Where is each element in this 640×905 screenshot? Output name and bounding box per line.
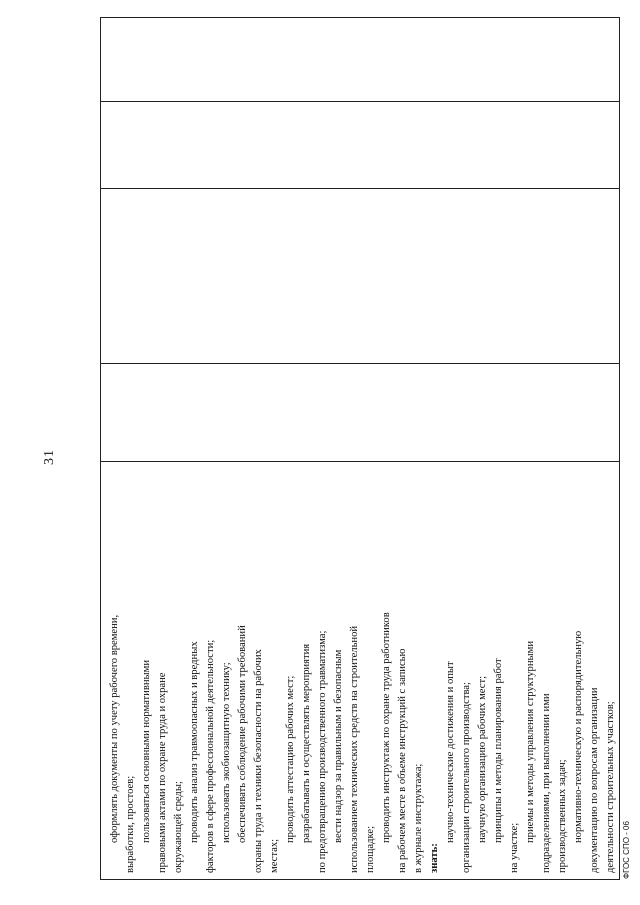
empty-cell [101,189,620,364]
skills-knowledge-text [107,468,619,873]
text-line: площадке; [365,825,376,873]
text-line: на рабочем месте в объеме инструкций с записью [397,648,408,873]
text-line: выработки, простоев; [125,775,136,873]
text-line: охраны труда и техники безопасности на рабочих [253,649,264,873]
text-line: на участке; [509,822,520,873]
competency-table [100,17,620,880]
table-row [101,18,620,880]
text-line: принципы и методы планирования работ [493,658,504,843]
text-line: пользоваться основными нормативными [141,659,152,843]
text-line: разрабатывать и осуществлять мероприятия [301,643,312,843]
text-line: в журнале инструктажа; [413,763,424,873]
text-line: проводить анализ травмоопасных и вредных [189,641,200,843]
text-line: оформлять документы по учету рабочего времени, [109,614,120,843]
text-line: использованием технических средств на строительной [349,625,360,873]
text-line: правовыми актами по охране труда и охране [157,672,168,873]
text-line: научную организацию рабочих мест; [477,675,488,843]
empty-cell [101,102,620,189]
text-line: научно-технические достижения и опыт [445,661,456,843]
text-line: подразделениями, при выполнении ими [541,693,552,873]
text-line: окружающей среды; [173,781,184,873]
empty-cell [101,364,620,462]
text-line: знать: [429,843,440,873]
text-line: приемы и методы управления структурными [525,640,536,843]
text-line: организации строительного производства; [461,682,472,873]
text-line: проводить аттестацию рабочих мест; [285,675,296,843]
text-line: деятельности строительных участков; [605,701,616,873]
footer-document-code: ФГОС СПО - 06 [622,821,631,879]
text-line: проводить инструктаж по охране труда работников [381,612,392,843]
text-line: производственных задач; [557,759,568,873]
text-line: использовать экобиозащитную технику; [221,662,232,843]
page-number: 31 [42,449,57,465]
text-line: вести надзор за правильным и безопасным [333,649,344,843]
text-line: документацию по вопросам организации [589,687,600,873]
text-line: обеспечивать соблюдение рабочими требований [237,625,248,843]
text-line: нормативно-техническую и распорядительную [573,630,584,843]
text-line: факторов в сфере профессиональной деятельности; [205,639,216,873]
skills-knowledge-cell [101,462,620,880]
text-line: местах; [269,838,280,873]
text-line: по предотвращению производственного травматизма; [317,630,328,873]
empty-cell [101,18,620,102]
